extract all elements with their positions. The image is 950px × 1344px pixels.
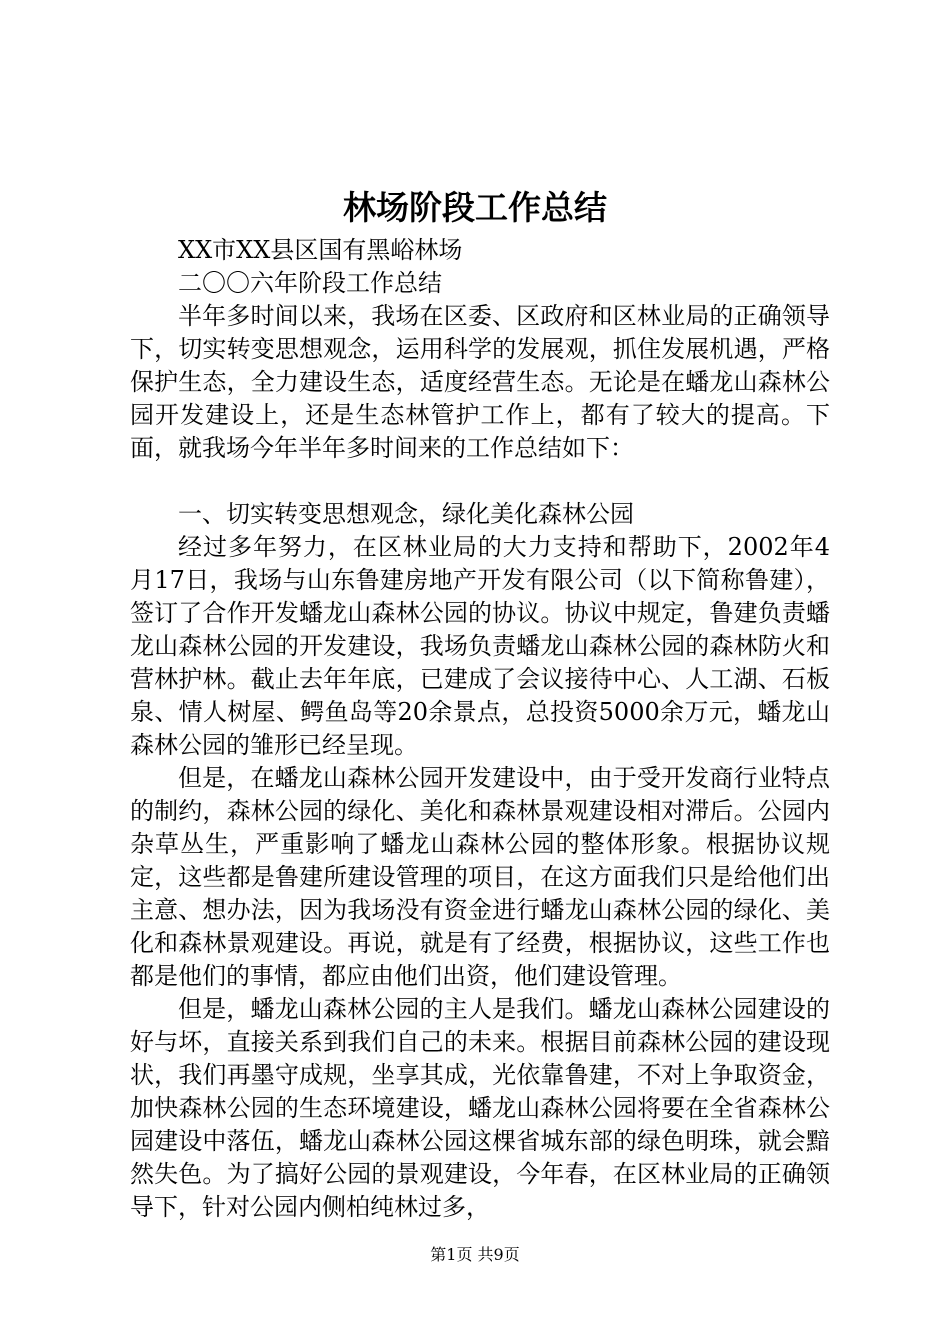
subtitle-line: 二〇〇六年阶段工作总结	[178, 269, 442, 297]
paragraph-intro: 半年多时间以来，我场在区委、区政府和区林业局的正确领导下，切实转变思想观念，运用科学的发展观，抓住发展机遇，严格保护生态，全力建设生态，适度经营生态。无论是在蟠龙山森林公园开发建设上，还是生态林管护工作上，都有了较大的提高。下面，就我场今年半年多时间来的工作总结如下：	[130, 302, 830, 462]
paragraph: 但是，在蟠龙山森林公园开发建设中，由于受开发商行业特点的制约，森林公园的绿化、美化和森林景观建设相对滞后。公园内杂草丛生，严重影响了蟠龙山森林公园的整体形象。根据协议规定，这些都是鲁建所建设管理的项目，在这方面我们只是给他们出主意、想办法，因为我场没有资金进行蟠龙山森林公园的绿化、美化和森林景观建设。再说，就是有了经费，根据协议，这些工作也都是他们的事情，都应由他们出资，他们建设管理。	[130, 764, 830, 990]
page-footer: 第1页 共9页	[430, 1245, 520, 1264]
section-heading: 一、切实转变思想观念，绿化美化森林公园	[178, 500, 634, 528]
org-line: XX市XX县区国有黑峪林场	[178, 236, 463, 264]
document-body	[130, 234, 830, 1224]
document-title: 林场阶段工作总结	[343, 188, 607, 227]
paragraph: 经过多年努力，在区林业局的大力支持和帮助下，2002年4月17日，我场与山东鲁建房地产开发有限公司（以下简称鲁建），签订了合作开发蟠龙山森林公园的协议。协议中规定，鲁建负责蟠龙山森林公园的开发建设，我场负责蟠龙山森林公园的森林防火和营林护林。截止去年年底，已建成了会议接待中心、人工湖、石板泉、情人树屋、鳄鱼岛等20余景点，总投资5000余万元，蟠龙山森林公园的雏形已经呈现。	[130, 533, 830, 759]
paragraph: 但是，蟠龙山森林公园的主人是我们。蟠龙山森林公园建设的好与坏，直接关系到我们自己的未来。根据目前森林公园的建设现状，我们再墨守成规，坐享其成，光依靠鲁建，不对上争取资金，加快森林公园的生态环境建设，蟠龙山森林公园将要在全省森林公园建设中落伍，蟠龙山森林公园这棵省城东部的绿色明珠，就会黯然失色。为了搞好公园的景观建设，今年春，在区林业局的正确领导下，针对公园内侧柏纯林过多，	[130, 995, 830, 1221]
